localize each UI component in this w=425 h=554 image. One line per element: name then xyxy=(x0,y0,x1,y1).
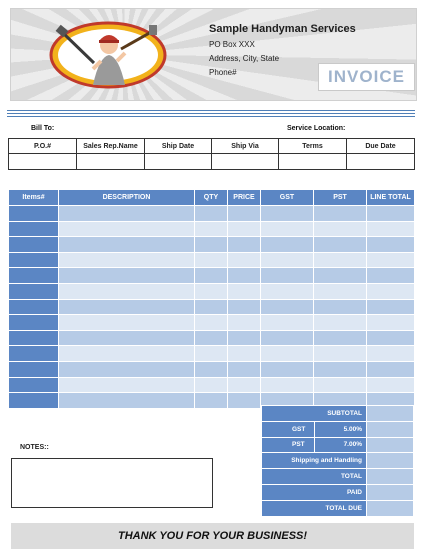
gst-header: GST xyxy=(261,190,314,206)
item-cell[interactable] xyxy=(367,283,415,299)
item-cell[interactable] xyxy=(261,252,314,268)
item-cell[interactable] xyxy=(59,237,195,253)
po-number-cell[interactable] xyxy=(9,154,77,170)
item-cell[interactable] xyxy=(314,252,367,268)
table-row xyxy=(9,377,415,393)
sales-rep-cell[interactable] xyxy=(77,154,145,170)
item-cell[interactable] xyxy=(195,252,228,268)
item-cell[interactable] xyxy=(228,393,261,409)
ship-via-cell[interactable] xyxy=(212,154,279,170)
item-number-cell[interactable] xyxy=(9,252,59,268)
table-row xyxy=(9,283,415,299)
item-cell[interactable] xyxy=(367,377,415,393)
terms-header: Terms xyxy=(279,139,347,154)
ship-date-cell[interactable] xyxy=(145,154,212,170)
table-row xyxy=(9,268,415,284)
notes-field[interactable] xyxy=(11,458,213,508)
table-row xyxy=(9,206,415,222)
item-cell[interactable] xyxy=(261,206,314,222)
item-number-cell[interactable] xyxy=(9,361,59,377)
item-cell[interactable] xyxy=(314,221,367,237)
due-date-cell[interactable] xyxy=(347,154,415,170)
item-cell[interactable] xyxy=(367,237,415,253)
item-cell[interactable] xyxy=(195,361,228,377)
item-cell[interactable] xyxy=(261,330,314,346)
table-row xyxy=(9,237,415,253)
item-number-cell[interactable] xyxy=(9,299,59,315)
divider-line xyxy=(7,113,415,114)
item-cell[interactable] xyxy=(367,361,415,377)
line-items-table xyxy=(8,189,415,409)
bill-to-label: Bill To: xyxy=(31,125,55,132)
table-row xyxy=(9,299,415,315)
thank-you-footer: THANK YOU FOR YOUR BUSINESS! xyxy=(11,523,414,549)
item-cell[interactable] xyxy=(314,268,367,284)
item-number-cell[interactable] xyxy=(9,330,59,346)
table-row xyxy=(9,315,415,331)
item-cell[interactable] xyxy=(367,315,415,331)
item-number-cell[interactable] xyxy=(9,283,59,299)
line-total-header: LINE TOTAL xyxy=(367,190,415,206)
terms-cell[interactable] xyxy=(279,154,347,170)
table-row xyxy=(9,346,415,362)
address-line-2: Address, City, State xyxy=(209,54,280,63)
item-cell[interactable] xyxy=(228,206,261,222)
item-cell[interactable] xyxy=(59,393,195,409)
item-cell[interactable] xyxy=(59,346,195,362)
item-number-cell[interactable] xyxy=(9,377,59,393)
item-cell[interactable] xyxy=(228,299,261,315)
item-cell[interactable] xyxy=(228,221,261,237)
paid-label: PAID xyxy=(262,484,367,500)
item-cell[interactable] xyxy=(314,330,367,346)
gst-value[interactable] xyxy=(367,421,414,437)
divider-line xyxy=(7,110,415,111)
item-cell[interactable] xyxy=(59,330,195,346)
table-row xyxy=(9,330,415,346)
table-row xyxy=(9,252,415,268)
invoice-header xyxy=(10,8,417,101)
total-value[interactable] xyxy=(367,469,414,485)
shipping-value[interactable] xyxy=(367,453,414,469)
total-due-label: TOTAL DUE xyxy=(262,500,367,516)
item-number-cell[interactable] xyxy=(9,315,59,331)
gst-label: GST xyxy=(262,421,315,437)
price-header: PRICE xyxy=(228,190,261,206)
item-cell[interactable] xyxy=(314,361,367,377)
item-cell[interactable] xyxy=(59,299,195,315)
item-cell[interactable] xyxy=(195,330,228,346)
subtotal-label: SUBTOTAL xyxy=(262,406,367,422)
item-cell[interactable] xyxy=(261,299,314,315)
ship-date-header: Ship Date xyxy=(145,139,212,154)
handyman-logo-icon xyxy=(49,21,167,89)
item-cell[interactable] xyxy=(228,268,261,284)
item-cell[interactable] xyxy=(195,346,228,362)
invoice-title: INVOICE xyxy=(318,63,415,91)
item-cell[interactable] xyxy=(261,237,314,253)
item-cell[interactable] xyxy=(59,283,195,299)
pst-rate: 7.00% xyxy=(314,437,367,453)
sales-rep-header: Sales Rep.Name xyxy=(77,139,145,154)
item-cell[interactable] xyxy=(228,283,261,299)
service-location-label: Service Location: xyxy=(287,125,346,132)
item-cell[interactable] xyxy=(228,252,261,268)
item-cell[interactable] xyxy=(367,299,415,315)
item-cell[interactable] xyxy=(261,283,314,299)
item-cell[interactable] xyxy=(314,299,367,315)
due-date-header: Due Date xyxy=(347,139,415,154)
item-cell[interactable] xyxy=(228,330,261,346)
item-cell[interactable] xyxy=(228,346,261,362)
company-name: Sample Handyman Services xyxy=(209,23,356,35)
line-items-body xyxy=(9,206,415,409)
pst-value[interactable] xyxy=(367,437,414,453)
shipping-label: Shipping and Handling xyxy=(262,453,367,469)
paid-value[interactable] xyxy=(367,484,414,500)
item-cell[interactable] xyxy=(367,206,415,222)
qty-header: QTY xyxy=(195,190,228,206)
item-number-cell[interactable] xyxy=(9,268,59,284)
item-number-cell[interactable] xyxy=(9,237,59,253)
item-cell[interactable] xyxy=(59,361,195,377)
item-cell[interactable] xyxy=(195,206,228,222)
item-cell[interactable] xyxy=(367,330,415,346)
item-number-cell[interactable] xyxy=(9,206,59,222)
item-cell[interactable] xyxy=(314,315,367,331)
item-cell[interactable] xyxy=(195,268,228,284)
po-number-header: P.O.# xyxy=(9,139,77,154)
item-number-cell[interactable] xyxy=(9,393,59,409)
item-cell[interactable] xyxy=(261,268,314,284)
table-row xyxy=(9,221,415,237)
item-cell[interactable] xyxy=(261,346,314,362)
ship-via-header: Ship Via xyxy=(212,139,279,154)
item-cell[interactable] xyxy=(314,283,367,299)
totals-table xyxy=(261,405,414,517)
order-info-table xyxy=(8,138,415,170)
item-cell[interactable] xyxy=(59,315,195,331)
item-cell[interactable] xyxy=(59,377,195,393)
item-cell[interactable] xyxy=(195,377,228,393)
item-cell[interactable] xyxy=(195,237,228,253)
item-cell[interactable] xyxy=(367,268,415,284)
item-cell[interactable] xyxy=(261,361,314,377)
item-cell[interactable] xyxy=(261,315,314,331)
item-cell[interactable] xyxy=(59,206,195,222)
item-cell[interactable] xyxy=(59,252,195,268)
total-label: TOTAL xyxy=(262,469,367,485)
item-cell[interactable] xyxy=(59,268,195,284)
item-cell[interactable] xyxy=(195,221,228,237)
description-header: DESCRIPTION xyxy=(59,190,195,206)
item-number-cell[interactable] xyxy=(9,221,59,237)
notes-label: NOTES:: xyxy=(20,444,49,451)
items-number-header: Items# xyxy=(9,190,59,206)
item-cell[interactable] xyxy=(195,299,228,315)
item-cell[interactable] xyxy=(367,221,415,237)
gst-rate: 5.00% xyxy=(314,421,367,437)
divider-line xyxy=(7,116,415,117)
item-cell[interactable] xyxy=(59,221,195,237)
item-cell[interactable] xyxy=(228,237,261,253)
subtotal-value[interactable] xyxy=(367,406,414,422)
address-line-1: PO Box XXX xyxy=(209,40,255,49)
item-cell[interactable] xyxy=(314,377,367,393)
item-cell[interactable] xyxy=(228,377,261,393)
pst-header: PST xyxy=(314,190,367,206)
item-cell[interactable] xyxy=(228,361,261,377)
item-cell[interactable] xyxy=(261,377,314,393)
item-cell[interactable] xyxy=(195,315,228,331)
item-cell[interactable] xyxy=(195,393,228,409)
item-cell[interactable] xyxy=(314,346,367,362)
item-number-cell[interactable] xyxy=(9,346,59,362)
pst-label: PST xyxy=(262,437,315,453)
total-due-value[interactable] xyxy=(367,500,414,516)
item-cell[interactable] xyxy=(261,221,314,237)
item-cell[interactable] xyxy=(367,252,415,268)
item-cell[interactable] xyxy=(228,315,261,331)
item-cell[interactable] xyxy=(314,206,367,222)
item-cell[interactable] xyxy=(314,237,367,253)
address-line-3: Phone# xyxy=(209,68,237,77)
item-cell[interactable] xyxy=(367,346,415,362)
table-row xyxy=(9,361,415,377)
item-cell[interactable] xyxy=(195,283,228,299)
